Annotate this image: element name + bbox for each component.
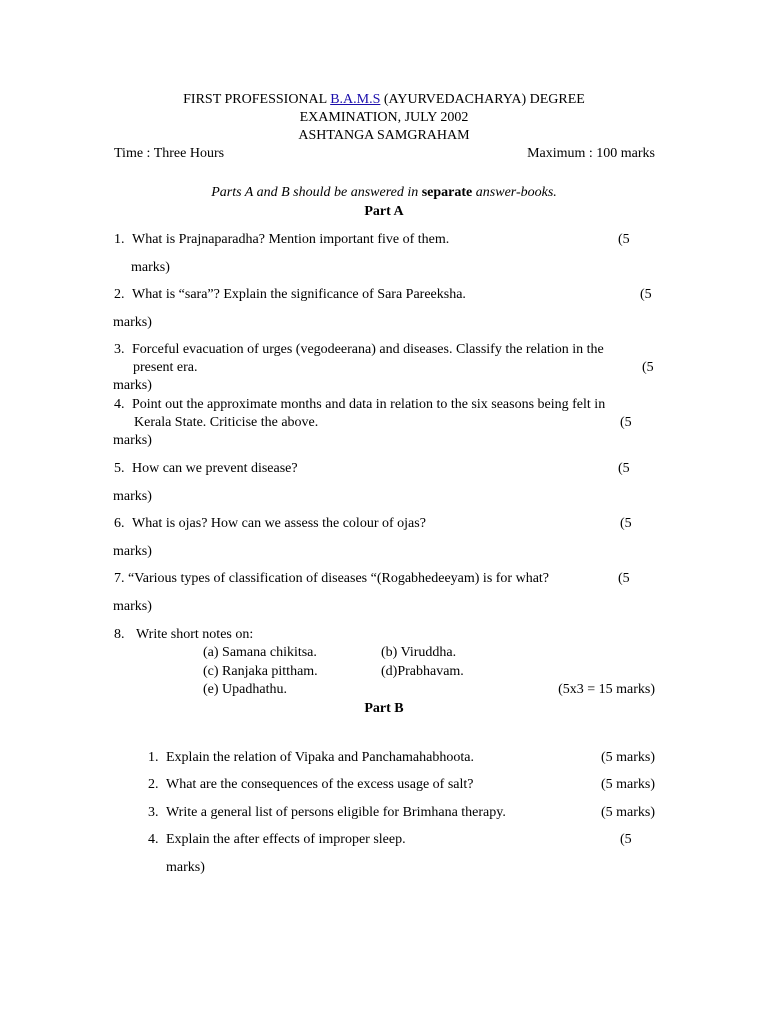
part-a-q8-marks: (5x3 = 15 marks) <box>558 682 655 697</box>
part-a-q5-number: 5. <box>114 461 125 476</box>
part-a-q7-text: “Various types of classification of diseases “(Rogabhedeeyam) is for what? <box>128 571 550 586</box>
part-a-q6-number: 6. <box>114 516 125 531</box>
part-b-q2-marks: (5 marks) <box>600 777 655 792</box>
part-b-q4-marks: (5 <box>620 832 632 847</box>
part-a-title: Part A <box>364 204 404 219</box>
part-b-q2-number: 2. <box>148 777 159 792</box>
instruction-line: Parts A and B should be answered in separate answer-books. <box>211 185 557 200</box>
part-a-q8-option-e: (e) Upadhathu. <box>203 682 287 697</box>
maximum-marks-label: Maximum : 100 marks <box>527 146 655 161</box>
part-a-q4-text-line1: Point out the approximate months and data in relation to the six seasons being felt in <box>132 397 606 412</box>
part-a-q2-text: What is “sara”? Explain the significance of Sara Pareeksha. <box>132 287 466 302</box>
part-a-q7-marks-cont: marks) <box>113 599 152 614</box>
part-a-q8-text: Write short notes on: <box>136 627 254 642</box>
part-a-q8-option-a: (a) Samana chikitsa. <box>203 645 317 660</box>
part-a-q6-marks-cont: marks) <box>113 544 152 559</box>
part-b-q4-marks-cont: marks) <box>166 860 205 875</box>
part-a-q4-marks-cont: marks) <box>113 433 152 448</box>
part-a-q1-marks-cont: marks) <box>131 260 170 275</box>
part-a-q3-marks: (5 <box>642 360 654 375</box>
header-title-line3: ASHTANGA SAMGRAHAM <box>298 128 470 143</box>
part-a-q7-marks: (5 <box>618 571 630 586</box>
part-a-q6-text: What is ojas? How can we assess the colour of ojas? <box>132 516 426 531</box>
part-a-q5-text: How can we prevent disease? <box>132 461 298 476</box>
part-b-title: Part B <box>364 701 404 716</box>
part-a-q4-marks: (5 <box>620 415 632 430</box>
header-title-line1: FIRST PROFESSIONAL B.A.M.S (AYURVEDACHARYA) DEGREE <box>183 92 585 107</box>
part-a-q3-marks-cont: marks) <box>113 378 152 393</box>
part-a-q4-text-line2: Kerala State. Criticise the above. <box>134 415 319 430</box>
part-b-q4-text: Explain the after effects of improper sleep. <box>166 832 406 847</box>
time-label: Time : Three Hours <box>114 146 225 161</box>
part-a-q8-option-d: (d)Prabhavam. <box>381 664 464 679</box>
part-a-q7-number: 7. <box>114 571 125 586</box>
header-title-line2: EXAMINATION, JULY 2002 <box>299 110 469 125</box>
part-a-q2-number: 2. <box>114 287 125 302</box>
part-a-q4-number: 4. <box>114 397 125 412</box>
part-a-q5-marks-cont: marks) <box>113 489 152 504</box>
part-a-q6-marks: (5 <box>620 516 632 531</box>
part-b-q3-marks: (5 marks) <box>600 805 655 820</box>
part-a-q1-number: 1. <box>114 232 125 247</box>
bams-link[interactable]: B.A.M.S <box>330 92 381 107</box>
part-a-q8-number: 8. <box>114 627 125 642</box>
part-a-q8-option-b: (b) Viruddha. <box>381 645 457 660</box>
part-b-q1-text: Explain the relation of Vipaka and Panchamahabhoota. <box>166 750 474 765</box>
part-b-q2-text: What are the consequences of the excess usage of salt? <box>166 777 474 792</box>
part-a-q3-text-line2: present era. <box>133 360 198 375</box>
part-b-q1-marks: (5 marks) <box>600 750 655 765</box>
part-a-q2-marks-cont: marks) <box>113 315 152 330</box>
part-a-q3-text-line1: Forceful evacuation of urges (vegodeerana) and diseases. Classify the relation in the <box>132 342 604 357</box>
part-a-q8-option-c: (c) Ranjaka pittham. <box>203 664 318 679</box>
part-a-q1-marks: (5 <box>618 232 630 247</box>
part-b-q1-number: 1. <box>148 750 159 765</box>
part-b-q3-number: 3. <box>148 805 159 820</box>
part-b-q4-number: 4. <box>148 832 159 847</box>
part-a-q1-text: What is Prajnaparadha? Mention important five of them. <box>132 232 450 247</box>
part-a-q2-marks: (5 <box>640 287 652 302</box>
part-b-q3-text: Write a general list of persons eligible for Brimhana therapy. <box>166 805 506 820</box>
part-a-q5-marks: (5 <box>618 461 630 476</box>
part-a-q3-number: 3. <box>114 342 125 357</box>
